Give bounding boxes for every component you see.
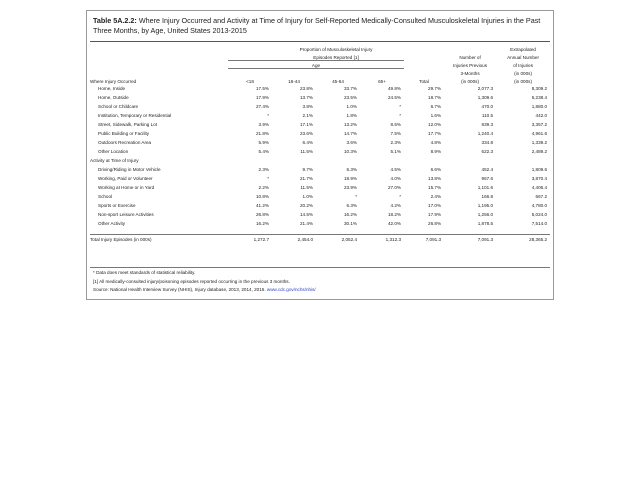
table-row xyxy=(90,138,550,147)
col-65plus: 65+ xyxy=(378,79,386,84)
row-label: Total Injury Episodes (in 000s) xyxy=(90,237,152,243)
cell-value: 2.3% xyxy=(390,140,401,145)
cell-value: 1.6% xyxy=(430,113,442,118)
cell-value: 8,309.2 xyxy=(531,86,548,91)
cell-value: 1,195.0 xyxy=(477,203,494,208)
cell-value: 1,309.6 xyxy=(477,95,494,100)
row-header: Where Injury Occurred xyxy=(90,79,137,84)
cell-value: 6.3% xyxy=(346,167,357,172)
group-header-line1: Proportion of Musculoskeletal Injury xyxy=(299,47,373,52)
col-18-44: 18-44 xyxy=(288,79,300,84)
ext-header-line4: (in 000s) xyxy=(514,71,532,76)
cell-value: 14.5% xyxy=(299,212,313,217)
cell-value: 334.8 xyxy=(481,140,494,145)
cell-value: 2.4% xyxy=(430,194,442,199)
cell-value: 10.8% xyxy=(255,194,269,199)
cell-value: 8.9% xyxy=(430,149,442,154)
cell-value: 8.5% xyxy=(390,122,401,127)
cell-value: 2.1% xyxy=(302,113,313,118)
cell-value: 3.8% xyxy=(302,104,313,109)
cell-value: 13.7% xyxy=(299,95,313,100)
cell-value: 7,514.0 xyxy=(531,221,548,226)
col-total: Total xyxy=(419,79,429,84)
cell-value: 470.0 xyxy=(481,104,494,109)
group-header-line2: Episodes Reported [1] xyxy=(313,54,359,60)
cell-value: 4.0% xyxy=(390,176,401,181)
cell-value: 17.1% xyxy=(299,122,313,127)
cell-value: 3,357.2 xyxy=(531,122,548,127)
cell-value: 16.2% xyxy=(255,221,269,226)
cell-value: 1,272.7 xyxy=(253,237,269,243)
cell-value: 17.9% xyxy=(255,95,269,100)
cell-value: 2.3% xyxy=(258,167,269,172)
cell-value: 1,256.0 xyxy=(477,212,494,217)
row-label: Outdoors Recreation Area xyxy=(98,140,152,145)
table-row xyxy=(90,129,550,138)
cell-value: 33.7% xyxy=(343,86,357,91)
col-45-64: 45-64 xyxy=(332,79,344,84)
cell-value: 1,878.5 xyxy=(477,221,494,226)
ext-header-line3: of Injuries xyxy=(513,63,533,68)
where-rows xyxy=(90,84,550,156)
cell-value: 15.7% xyxy=(428,185,442,190)
cell-value: 28,365.2 xyxy=(529,237,548,243)
cell-value: 1,312.3 xyxy=(385,237,401,243)
cell-value: 6.3% xyxy=(346,203,357,208)
cell-value: 5.1% xyxy=(390,149,401,154)
cell-value: * xyxy=(399,194,401,199)
row-label: Public Building or Facility xyxy=(98,131,150,136)
table-row xyxy=(90,174,550,183)
cell-value: 3,870.4 xyxy=(531,176,548,181)
row-label: Driving/Riding in Motor Vehicle xyxy=(98,167,161,172)
cell-value: 4.5% xyxy=(390,167,401,172)
cell-value: 17.0% xyxy=(428,203,442,208)
cell-value: 18.7% xyxy=(428,95,442,100)
cell-value: 23.5% xyxy=(343,95,357,100)
notes-divider xyxy=(90,267,550,268)
cell-value: 667.2 xyxy=(535,194,548,199)
cell-value: 11.5% xyxy=(300,149,313,154)
cell-value: 17.5% xyxy=(255,86,269,91)
cell-value: 41.2% xyxy=(255,203,269,208)
cell-value: 21.4% xyxy=(299,221,313,226)
table-row xyxy=(90,210,550,219)
row-label: Working, Paid or Volunteer xyxy=(98,176,153,181)
row-label: Other Location xyxy=(98,149,129,154)
total-row xyxy=(90,234,550,245)
cell-value: 13.2% xyxy=(343,122,357,127)
num-header-line1: Number of xyxy=(459,55,481,60)
cell-value: 110.5 xyxy=(481,113,494,118)
cell-value: 27.4% xyxy=(255,104,269,109)
cell-value: 1,339.2 xyxy=(531,140,548,145)
cell-value: 1,101.6 xyxy=(477,185,494,190)
cell-value: * xyxy=(399,113,401,118)
cell-value: 2,454.0 xyxy=(297,237,313,243)
cell-value: * xyxy=(399,104,401,109)
cell-value: 442.0 xyxy=(535,113,548,118)
cell-value: 5.4% xyxy=(258,149,269,154)
row-label: Other Activity xyxy=(98,221,126,226)
cell-value: 21.8% xyxy=(255,131,269,136)
cell-value: 18.2% xyxy=(387,212,401,217)
cell-value: 166.8 xyxy=(481,194,494,199)
num-header-line3: 3-Months xyxy=(460,71,480,76)
table-row xyxy=(90,111,550,120)
table-caption: Where Injury Occurred and Activity at Time of Injury for Self-Reported Medically-Consulted Musculoskeletal Injuries in the Past Three Months, by Age, United States 2013-2015 xyxy=(93,16,541,35)
cell-value: 4.2% xyxy=(390,203,401,208)
cell-value: 1,880.0 xyxy=(531,104,548,109)
cell-value: 1.0% xyxy=(346,104,357,109)
cell-value: 10.3% xyxy=(343,149,357,154)
cell-value: 4,780.0 xyxy=(531,203,548,208)
cell-value: 2,489.2 xyxy=(531,149,548,154)
cell-value: 49.8% xyxy=(387,86,401,91)
cell-value: 42.0% xyxy=(387,221,401,226)
table-frame xyxy=(86,10,554,300)
age-header: Age xyxy=(228,60,404,68)
cell-value: 12.0% xyxy=(428,122,442,127)
cell-value: 2,052.4 xyxy=(341,237,357,243)
row-label: Institution, Temporary or Residential xyxy=(98,113,172,118)
cell-value: 4,961.6 xyxy=(531,131,548,136)
cell-value: 17.7% xyxy=(428,131,442,136)
footnotes xyxy=(93,269,549,295)
cell-value: 3.9% xyxy=(258,122,269,127)
cell-value: 5,238.4 xyxy=(531,95,548,100)
table-title xyxy=(93,16,549,36)
footnote-source xyxy=(93,286,549,295)
footnote-reliability: * Data does meet standards of statistical reliability. xyxy=(93,270,196,275)
footnote-definition: [1] All medically-consulted injury/poisoning episodes reported occurring in the previous 3 months. xyxy=(93,278,290,284)
cell-value: * xyxy=(355,194,357,199)
cell-value: 14.7% xyxy=(343,131,357,136)
cell-value: 1.0% xyxy=(302,194,313,199)
cell-value: 1,809.6 xyxy=(531,167,548,172)
num-header-line2: Injuries Previous xyxy=(453,63,488,68)
cell-value: 1,240.4 xyxy=(477,131,494,136)
cell-value: 9.7% xyxy=(302,167,313,172)
cell-value: 6.4% xyxy=(302,140,313,145)
cell-value: 4,406.4 xyxy=(531,185,548,190)
source-link[interactable]: www.cdc.gov/nchs/nhis/ xyxy=(266,287,316,292)
cell-value: 967.6 xyxy=(481,176,494,181)
row-label: Street, Sidewalk, Parking Lot xyxy=(98,122,157,127)
cell-value: 11.5% xyxy=(300,185,313,190)
row-label: School xyxy=(98,194,113,199)
cell-value: 622.3 xyxy=(481,149,494,154)
cell-value: * xyxy=(267,113,269,118)
source-text: Source: National Health Interview Survey (NHIS), Injury database, 2013, 2014, 2015. xyxy=(93,287,266,292)
table-row xyxy=(90,192,550,201)
cell-value: 5,024.0 xyxy=(531,212,548,217)
cell-value: 452.4 xyxy=(481,167,494,172)
cell-value: 26.8% xyxy=(255,212,269,217)
row-label: Home, Inside xyxy=(98,86,126,91)
table-row xyxy=(90,219,550,228)
cell-value: 7.5% xyxy=(390,131,401,136)
cell-value: 27.0% xyxy=(387,185,401,190)
cell-value: 7,091.3 xyxy=(425,237,442,243)
row-label: Non-sport Leisure Activities xyxy=(98,212,154,217)
cell-value: 7,091.3 xyxy=(477,237,494,243)
activity-header: Activity at Time of Injury xyxy=(90,158,139,163)
cell-value: 6.7% xyxy=(430,104,442,109)
table-row xyxy=(90,201,550,210)
data-table xyxy=(90,44,550,245)
row-label: School or Childcare xyxy=(98,104,139,109)
cell-value: 30.1% xyxy=(343,221,357,226)
cell-value: 23.6% xyxy=(299,131,313,136)
cell-value: 21.7% xyxy=(299,176,313,181)
cell-value: 23.9% xyxy=(343,185,357,190)
cell-value: 5.9% xyxy=(258,140,269,145)
table-row xyxy=(90,183,550,192)
cell-value: 20.2% xyxy=(299,203,313,208)
num-header-line4: (in 000s) xyxy=(461,79,479,84)
cell-value: 16.2% xyxy=(343,212,357,217)
cell-value: 17.9% xyxy=(428,212,442,217)
cell-value: 3.6% xyxy=(346,140,357,145)
table-row xyxy=(90,120,550,129)
cell-value: 29.7% xyxy=(428,86,442,91)
cell-value: 24.5% xyxy=(387,95,401,100)
total-rows xyxy=(90,228,550,245)
cell-value: 13.8% xyxy=(428,176,442,181)
cell-value: 4.8% xyxy=(430,140,442,145)
table-row xyxy=(90,84,550,93)
cell-value: 2.2% xyxy=(258,185,269,190)
activity-rows xyxy=(90,165,550,228)
row-label: Working at Home or in Yard xyxy=(98,185,155,190)
ext-header-line2: Annual Number xyxy=(507,55,539,60)
title-divider xyxy=(90,41,550,42)
cell-value: 839.3 xyxy=(481,122,494,127)
cell-value: * xyxy=(267,176,269,181)
cell-value: 26.8% xyxy=(428,221,442,226)
table-row xyxy=(90,93,550,102)
cell-value: 2,077.3 xyxy=(477,86,494,91)
cell-value: 6.6% xyxy=(430,167,442,172)
ext-header-line1: Extrapolated xyxy=(510,47,536,52)
row-label: Sports or Exercise xyxy=(98,203,136,208)
cell-value: 18.9% xyxy=(343,176,357,181)
table-number: Table 5A.2.2: xyxy=(93,16,137,25)
table-row xyxy=(90,147,550,156)
cell-value: 1.8% xyxy=(346,113,357,118)
table-row xyxy=(90,165,550,174)
col-lt18: <18 xyxy=(246,79,254,84)
table-row xyxy=(90,102,550,111)
row-label: Home, Outside xyxy=(98,95,129,100)
cell-value: 23.8% xyxy=(299,86,313,91)
ext-header-line5: (in 000s) xyxy=(514,79,532,84)
